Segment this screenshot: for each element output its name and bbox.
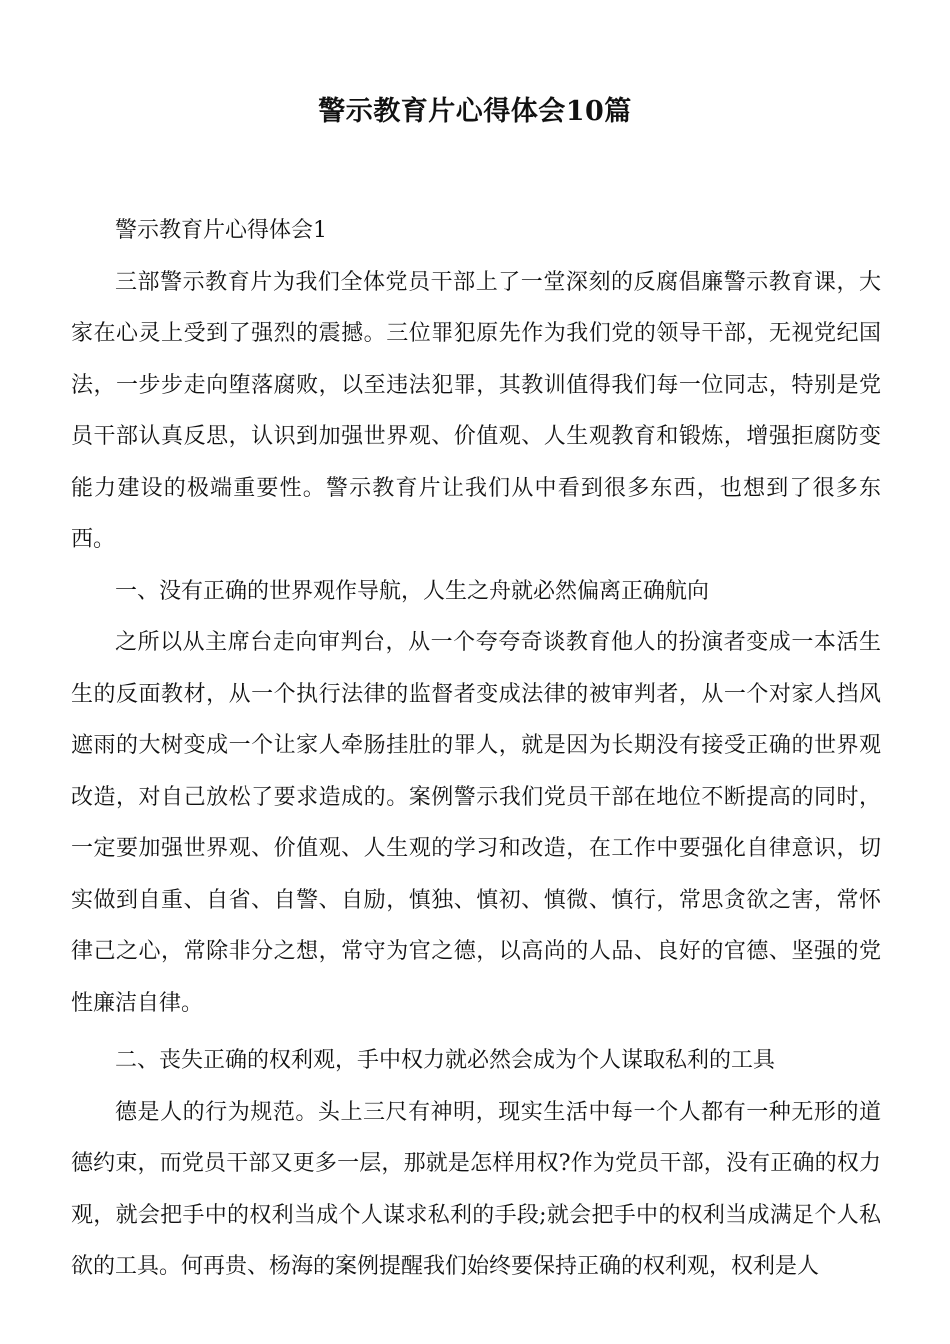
section-heading-1: 警示教育片心得体会1	[115, 218, 327, 243]
paragraph-intro: 三部警示教育片为我们全体党员干部上了一堂深刻的反腐倡廉警示教育课，大家在心灵上受到了强烈的震撼。三位罪犯原先作为我们党的领导干部，无视党纪国法，一步步走向堕落腐败，以至违法犯罪，其教训值得我们每一位同志，特别是党员干部认真反思，认识到加强世界观、价值观、人生观教育和锻炼，增强拒腐防变能力建设的极端重要性。警示教育片让我们从中看到很多东西，也想到了很多东西。	[71, 269, 881, 552]
paragraph-worldview: 之所以从主席台走向审判台，从一个夸夸奇谈教育他人的扮演者变成一本活生生的反面教材，从一个执行法律的监督者变成法律的被审判者，从一个对家人挡风遮雨的大树变成一个让家人牵肠挂肚的罪人，就是因为长期没有接受正确的世界观改造，对自己放松了要求造成的。案例警示我们党员干部在地位不断提高的同时，一定要加强世界观、价值观、人生观的学习和改造，在工作中要强化自律意识，切实做到自重、自省、自警、自励，慎独、慎初、慎微、慎行，常思贪欲之害，常怀律己之心，常除非分之想，常守为官之德，以高尚的人品、良好的官德、坚强的党性廉洁自律。	[71, 630, 881, 1016]
document-body	[71, 205, 881, 1293]
document-title: 警示教育片心得体会10篇	[318, 96, 632, 127]
subheading-power: 二、丧失正确的权利观，手中权力就必然会成为个人谋取私利的工具	[115, 1048, 776, 1073]
paragraph-power: 德是人的行为规范。头上三尺有神明，现实生活中每一个人都有一种无形的道德约束，而党员干部又更多一层，那就是怎样用权?作为党员干部，没有正确的权力观，就会把手中的权利当成个人谋求私利的手段;就会把手中的权利当成满足个人私欲的工具。何再贵、杨海的案例提醒我们始终要保持正确的权利观，权利是人	[71, 1099, 881, 1279]
subheading-worldview: 一、没有正确的世界观作导航，人生之舟就必然偏离正确航向	[115, 578, 710, 604]
